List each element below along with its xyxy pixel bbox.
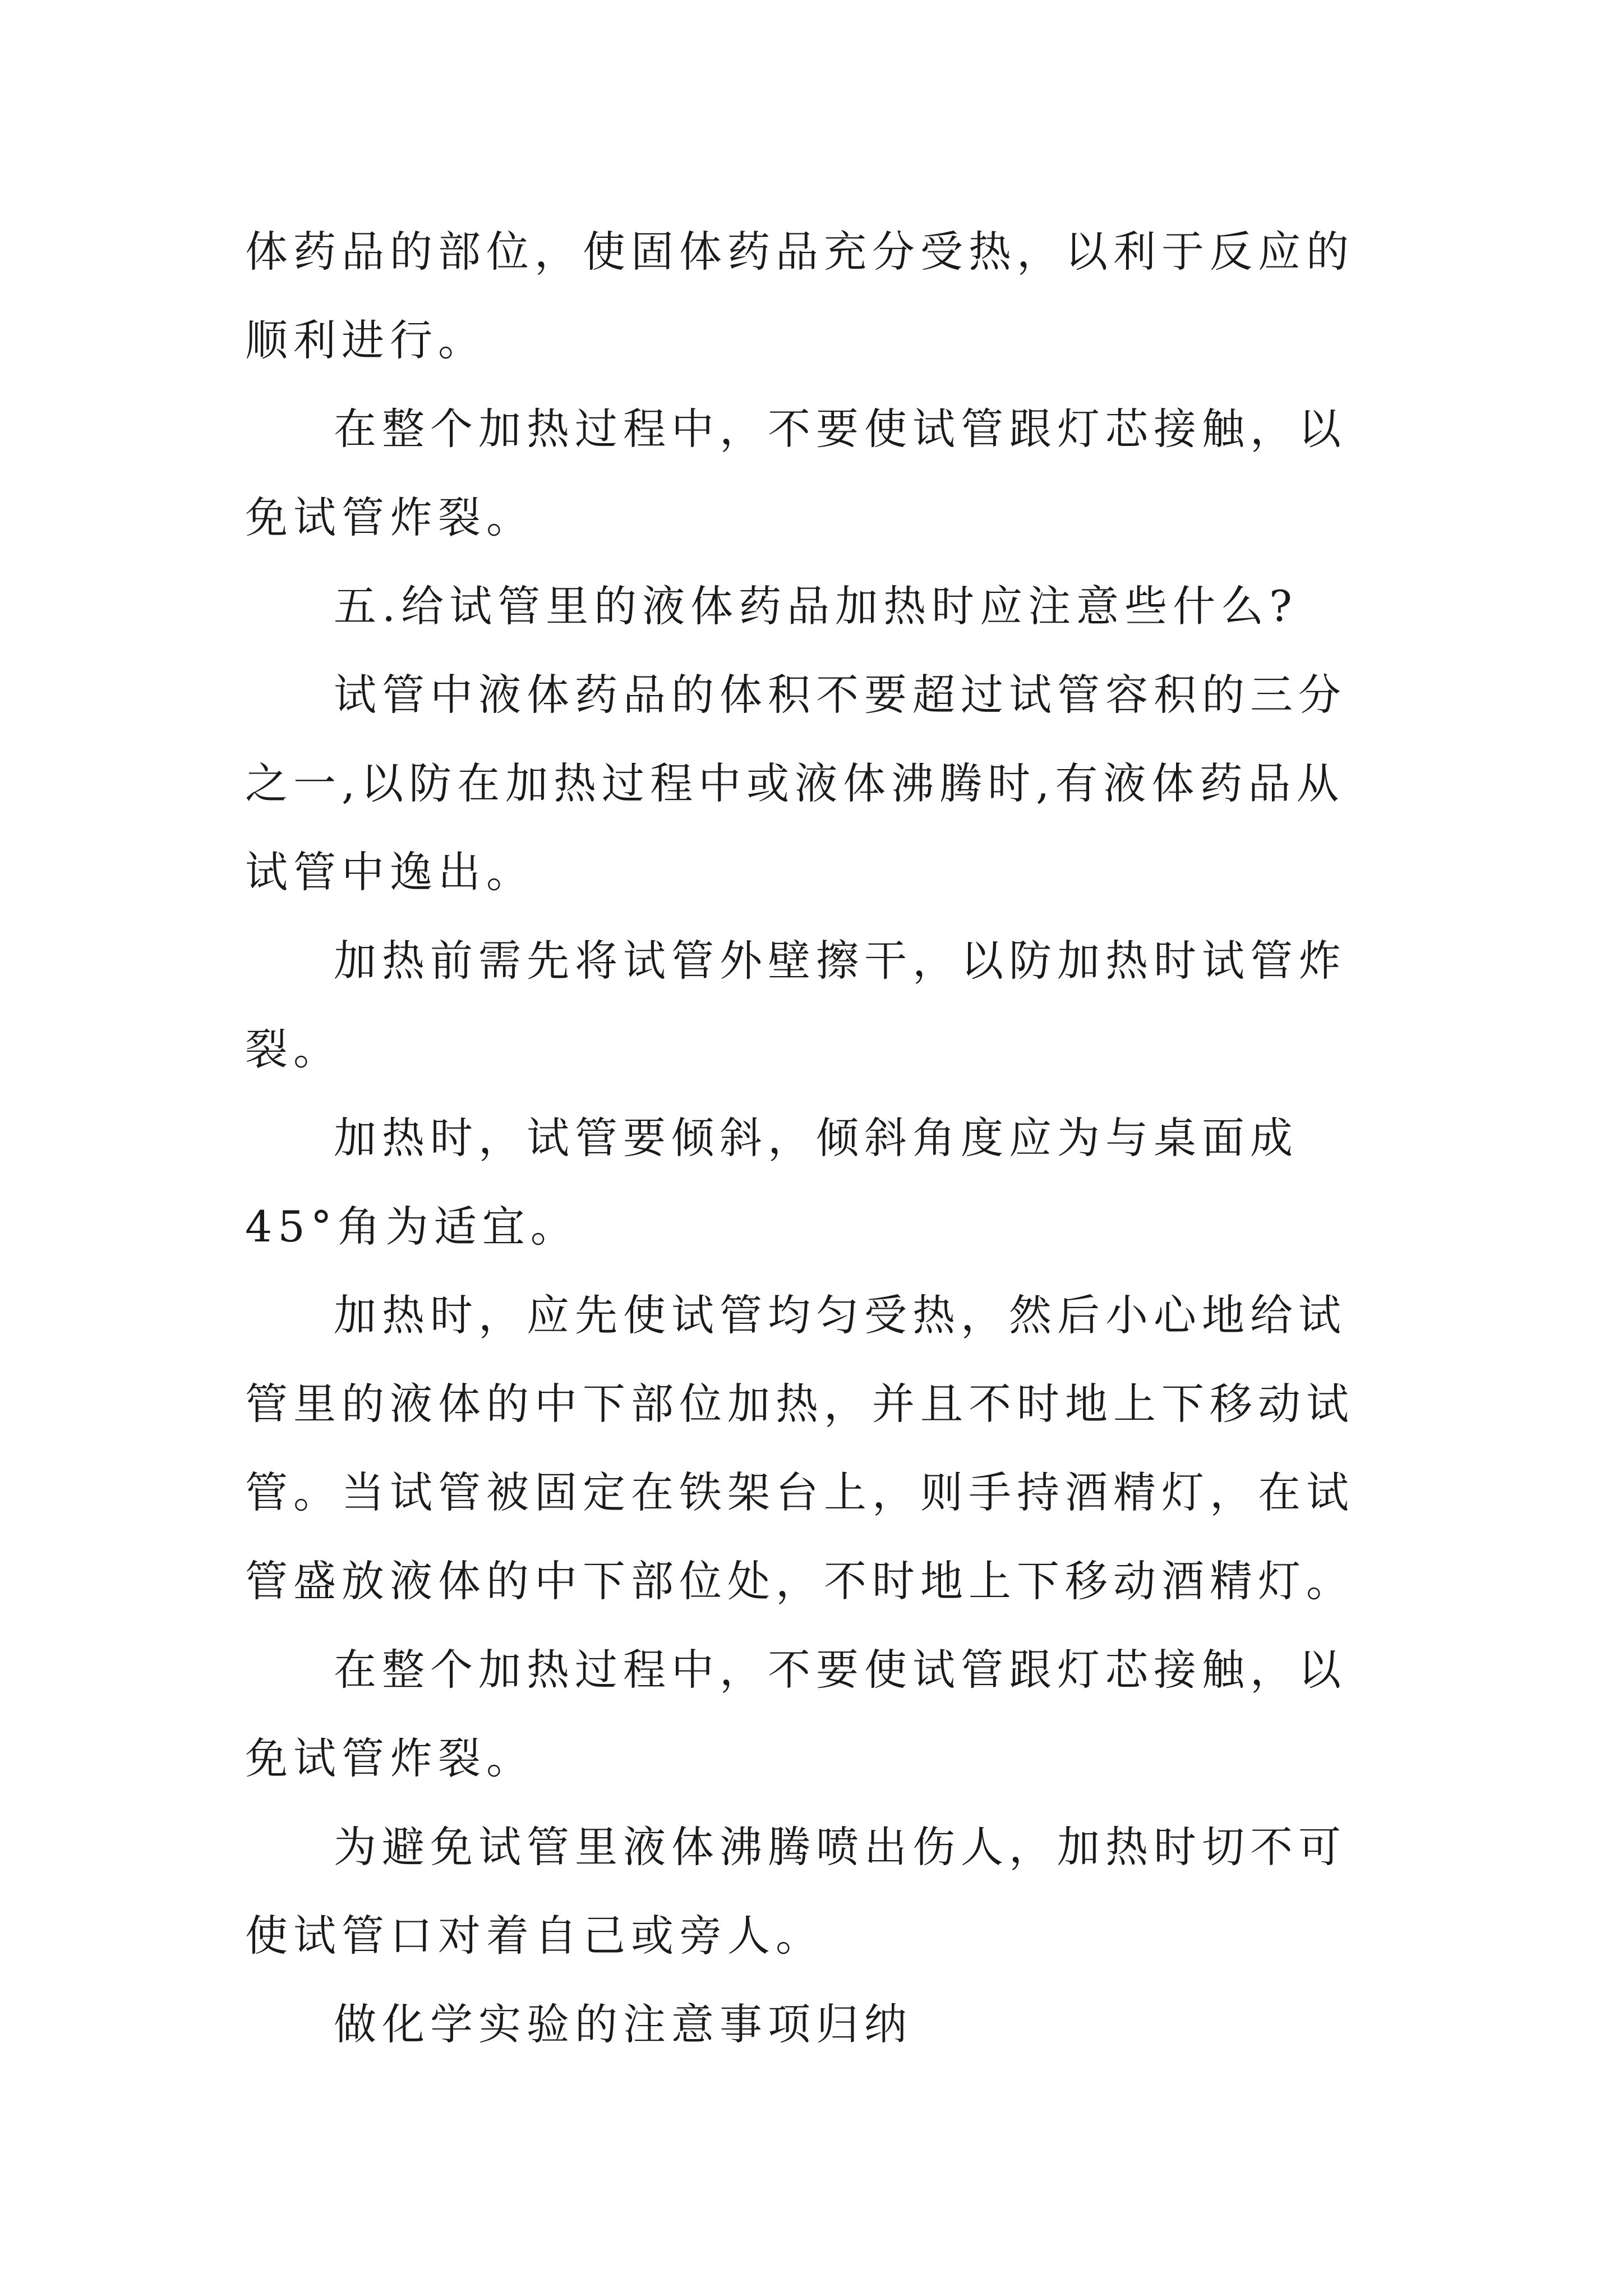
section-heading-5: 五.给试管里的液体药品加热时应注意些什么? [334,581,1298,631]
document-body [245,208,1378,2069]
paragraph-1: 体药品的部位，使固体药品充分受热，以利于反应的顺利进行。 [245,227,1354,365]
paragraph-5: 加热前需先将试管外壁擦干，以防加热时试管炸裂。 [245,936,1347,1074]
paragraph-9: 为避免试管里液体沸腾喷出伤人，加热时切不可使试管口对着自己或旁人。 [245,1822,1347,1961]
paragraph-10: 做化学实验的注意事项归纳 [334,1999,912,2049]
paragraph-2: 在整个加热过程中，不要使试管跟灯芯接触，以免试管炸裂。 [245,404,1347,542]
paragraph-7: 加热时，应先使试管均匀受热，然后小心地给试管里的液体的中下部位加热，并且不时地上下移动试管。当试管被固定在铁架台上，则手持酒精灯，在试管盛放液体的中下部位处，不时地上下移动酒精灯。 [245,1290,1354,1606]
paragraph-8: 在整个加热过程中，不要使试管跟灯芯接触，以免试管炸裂。 [245,1645,1347,1783]
paragraph-6: 加热时，试管要倾斜，倾斜角度应为与桌面成45°角为适宜。 [245,1113,1298,1251]
paragraph-4: 试管中液体药品的体积不要超过试管容积的三分之一,以防在加热过程中或液体沸腾时,有液体药品从试管中逸出。 [245,670,1347,897]
